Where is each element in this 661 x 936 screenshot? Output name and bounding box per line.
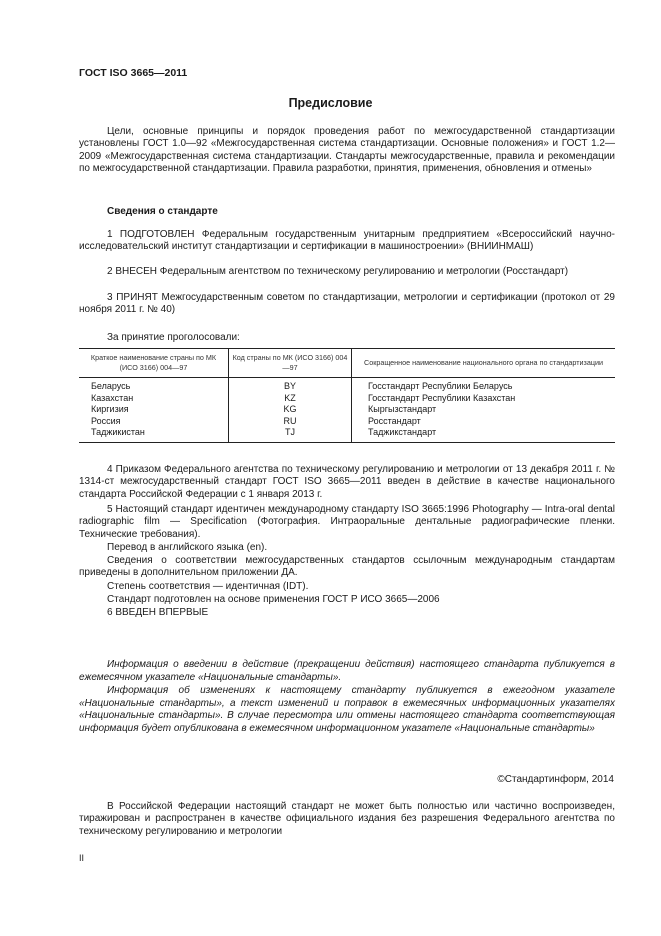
table-cell-country: Таджикистан [91,427,145,437]
item-6 [79,607,615,619]
degree-line [79,581,615,593]
copyright: ©Стандартинформ, 2014 [497,774,614,785]
table-header-country: Краткое наименование страны по МК (ИСО 3166) 004—97 [79,349,229,378]
item-1-text: 1 ПОДГОТОВЛЕН Федеральным государственным унитарным предприятием «Всероссийский научно-исследовательский институт стандартизации и сертификации в машиностроении» (ВНИИНМАШ) [79,229,615,253]
intro-paragraph [79,126,615,175]
item-2-text: 2 ВНЕСЕН Федеральным агентством по техническому регулированию и метрологии (Росстандарт) [107,266,569,277]
item-4 [79,464,615,501]
refs-paragraph [79,555,615,580]
table-cell-code: KG [283,404,297,414]
table-cell-code: TJ [285,427,295,437]
page-title: Предисловие [288,96,373,110]
info-paragraph-2 [79,685,615,735]
country-column [79,378,229,443]
table-cell-code: KZ [284,392,296,403]
degree-text: Степень соответствия — идентичная (IDT). [107,581,309,592]
translation-text: Перевод в английского языка (en). [107,542,268,553]
voted-label: За принятие проголосовали: [107,332,240,343]
info-paragraph-1 [79,659,615,684]
table-cell-body: Госстандарт Республики Казахстан [368,392,516,403]
table-cell-country: Беларусь [91,381,131,391]
table-cell-country: Казахстан [91,392,134,403]
about-heading: Сведения о стандарте [107,206,218,217]
table-cell-body: Таджикстандарт [368,427,437,437]
info-1-text: Информация о введении в действие (прекращении действия) настоящего стандарта публикуется в ежемесячном указателе «Национальные стандарты». [79,659,615,683]
notice-paragraph [79,801,615,838]
table-cell-body: Росстандарт [368,415,421,426]
prepared-line [79,594,615,606]
item-4-text: 4 Приказом Федерального агентства по техническому регулированию и метрологии от 13 декабря 2011 г. № 1314-ст межгосударственный стандарт ГОСТ ISO 3665—2011 введен в действие в качестве национального стандарта Российской Федерации с 1 января 2013 г. [79,464,615,500]
item-1 [79,229,615,254]
info-2-text: Информация об изменениях к настоящему стандарту публикуется в ежегодном указателе «Национальные стандарты», а текст изменений и поправок в ежемесячных информационных указателях «Национальные стандарты». В случае пересмотра или отмены настоящего стандарта соответствующая информация будет опубликована в ежемесячном информационном указателе «Национальные стандарты» [79,685,615,734]
prepared-text: Стандарт подготовлен на основе применения ГОСТ Р ИСО 3665—2006 [107,594,440,605]
table-body-row [79,378,615,443]
translation-line [79,542,615,554]
body-column [352,378,616,443]
page-number: II [79,853,85,863]
code-column [229,378,352,443]
item-5 [79,504,615,541]
table-cell-country: Россия [91,415,121,426]
refs-text: Сведения о соответствии межгосударственных стандартов ссылочным международным стандартам приведены в дополнительном приложении ДА. [79,555,615,579]
table-header-row [79,349,615,378]
table-header-body: Сокращенное наименование национального органа по стандартизации [352,349,616,378]
table-cell-country: Киргизия [91,404,129,414]
item-6-text: 6 ВВЕДЕН ВПЕРВЫЕ [107,607,209,618]
item-5-text: 5 Настоящий стандарт идентичен международному стандарту ISO 3665:1996 Photography — Intra-oral dental radiographic film — Specification (Фотография. Интраоральные дентальные радиографические пленки. Технические требования). [79,504,615,540]
voting-table [79,348,615,443]
notice-text: В Российской Федерации настоящий стандарт не может быть полностью или частично воспроизведен, тиражирован и распространен в качестве официального издания без разрешения Федерального агентства по техническому регулированию и метрологии [79,801,615,837]
item-2 [79,266,615,278]
table-cell-body: Госстандарт Республики Беларусь [368,381,513,391]
item-3 [79,292,615,317]
item-3-text: 3 ПРИНЯТ Межгосударственным советом по стандартизации, метрологии и сертификации (протокол от 29 ноября 2011 г. № 40) [79,292,615,316]
table-cell-code: RU [283,415,297,426]
table-header-code: Код страны по МК (ИСО 3166) 004—97 [229,349,352,378]
intro-text: Цели, основные принципы и порядок проведения работ по межгосударственной стандартизации установлены ГОСТ 1.0—92 «Межгосударственная система стандартизации. Основные положения» и ГОСТ 1.2—2009 «Межгосударственная система стандартизации. Стандарты межгосударственные, правила и рекомендации по межгосударственной стандартизации. Правила разработки, принятия, применения, обновления и отмены» [79,126,615,174]
document-header: ГОСТ ISO 3665—2011 [79,67,188,79]
table-cell-body: Кыргызстандарт [368,404,437,414]
table-cell-code: BY [283,381,296,391]
